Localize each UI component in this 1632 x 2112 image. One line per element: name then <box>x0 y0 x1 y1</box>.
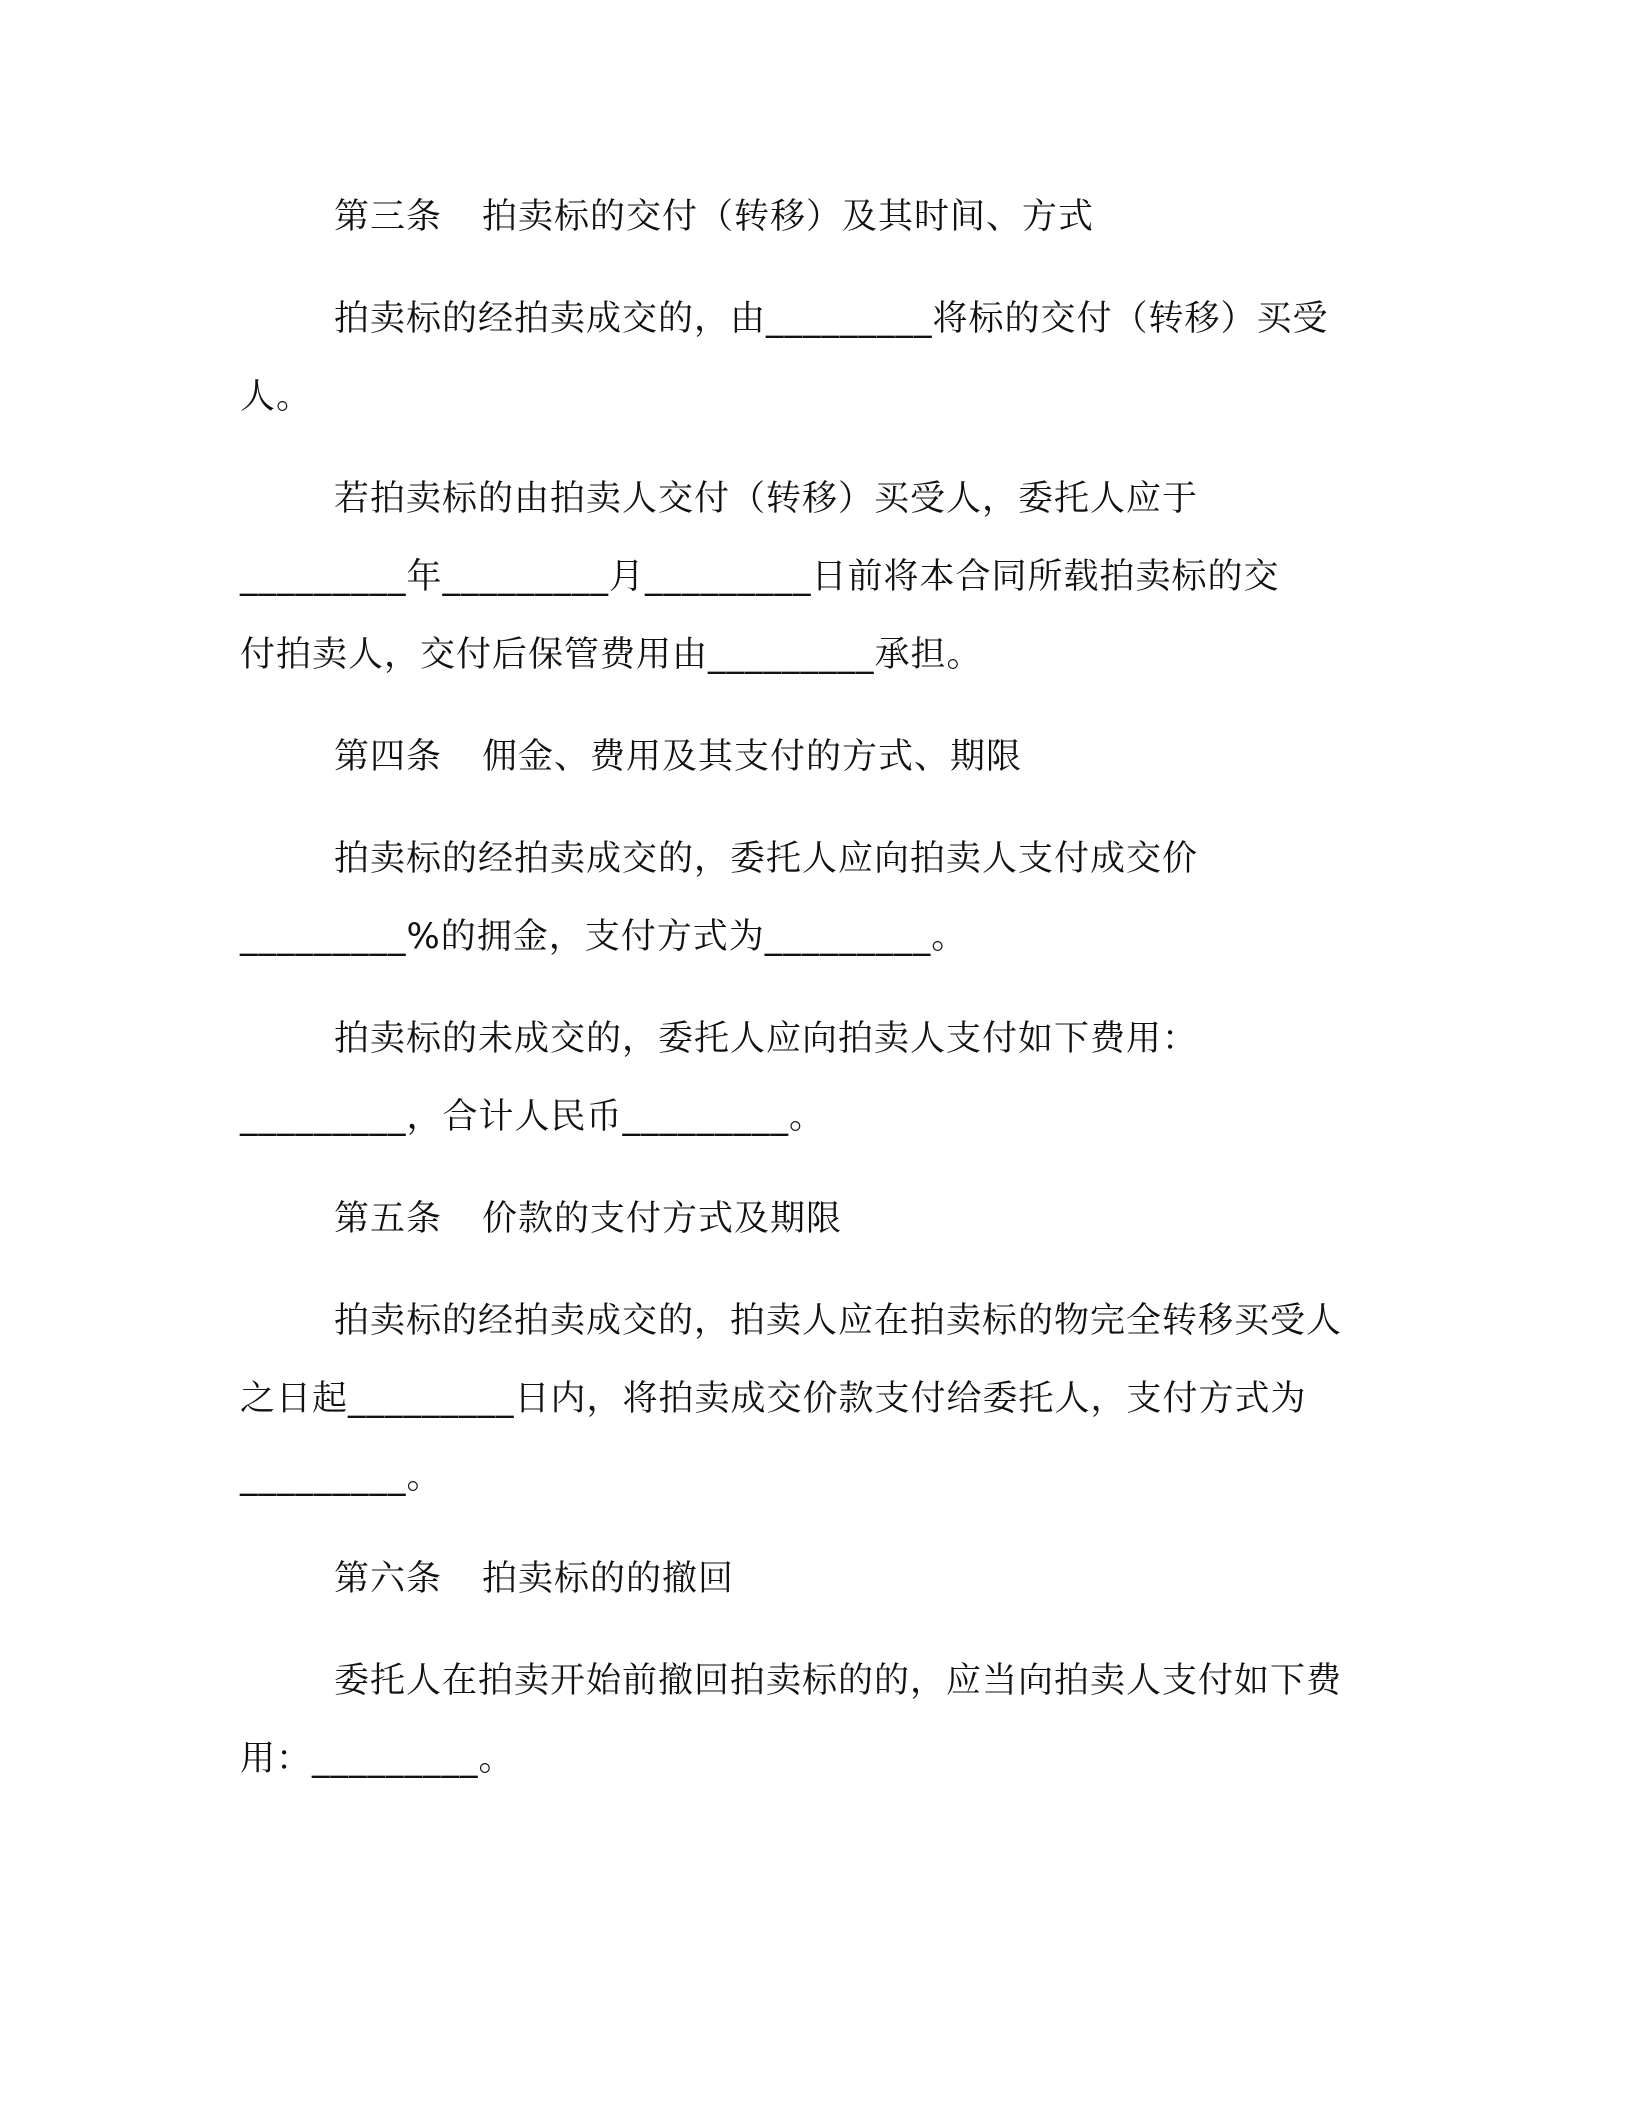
paragraph-line: 拍卖标的未成交的，委托人应向拍卖人支付如下费用： <box>334 1019 1199 1059</box>
paragraph-line: _________。 <box>240 1457 443 1497</box>
article-number: 第三条 <box>334 197 443 237</box>
article-title: 价款的支付方式及期限 <box>482 1199 843 1239</box>
article-number: 第六条 <box>334 1559 443 1599</box>
article-6-heading <box>334 1558 734 1600</box>
article-3-heading <box>334 196 1094 238</box>
article-title: 佣金、费用及其支付的方式、期限 <box>482 737 1023 777</box>
paragraph-line: 人。 <box>240 377 313 417</box>
paragraph-line: 委托人在拍卖开始前撤回拍卖标的的，应当向拍卖人支付如下费 <box>334 1661 1343 1701</box>
paragraph-line: 拍卖标的经拍卖成交的，委托人应向拍卖人支付成交价 <box>334 839 1199 879</box>
article-5-heading <box>334 1198 842 1240</box>
article-number: 第五条 <box>334 1199 443 1239</box>
paragraph-line: 用：_________。 <box>240 1739 515 1779</box>
paragraph-line: _________%的拥金，支付方式为_________。 <box>240 917 968 957</box>
article-title: 拍卖标的交付（转移）及其时间、方式 <box>482 197 1095 237</box>
paragraph-line: _________年_________月_________日前将本合同所载拍卖标的交 <box>240 557 1280 597</box>
article-4-heading <box>334 736 1022 778</box>
article-title: 拍卖标的的撤回 <box>482 1559 735 1599</box>
paragraph-line: _________，合计人民币_________。 <box>240 1097 826 1137</box>
paragraph-line: 拍卖标的经拍卖成交的，由_________将标的交付（转移）买受 <box>334 299 1329 339</box>
paragraph-line: 若拍卖标的由拍卖人交付（转移）买受人，委托人应于 <box>334 479 1199 519</box>
paragraph-line: 拍卖标的经拍卖成交的，拍卖人应在拍卖标的物完全转移买受人 <box>334 1301 1343 1341</box>
article-number: 第四条 <box>334 737 443 777</box>
paragraph-line: 之日起_________日内，将拍卖成交价款支付给委托人，支付方式为 <box>240 1379 1307 1419</box>
paragraph-line: 付拍卖人，交付后保管费用由_________承担。 <box>240 635 983 675</box>
